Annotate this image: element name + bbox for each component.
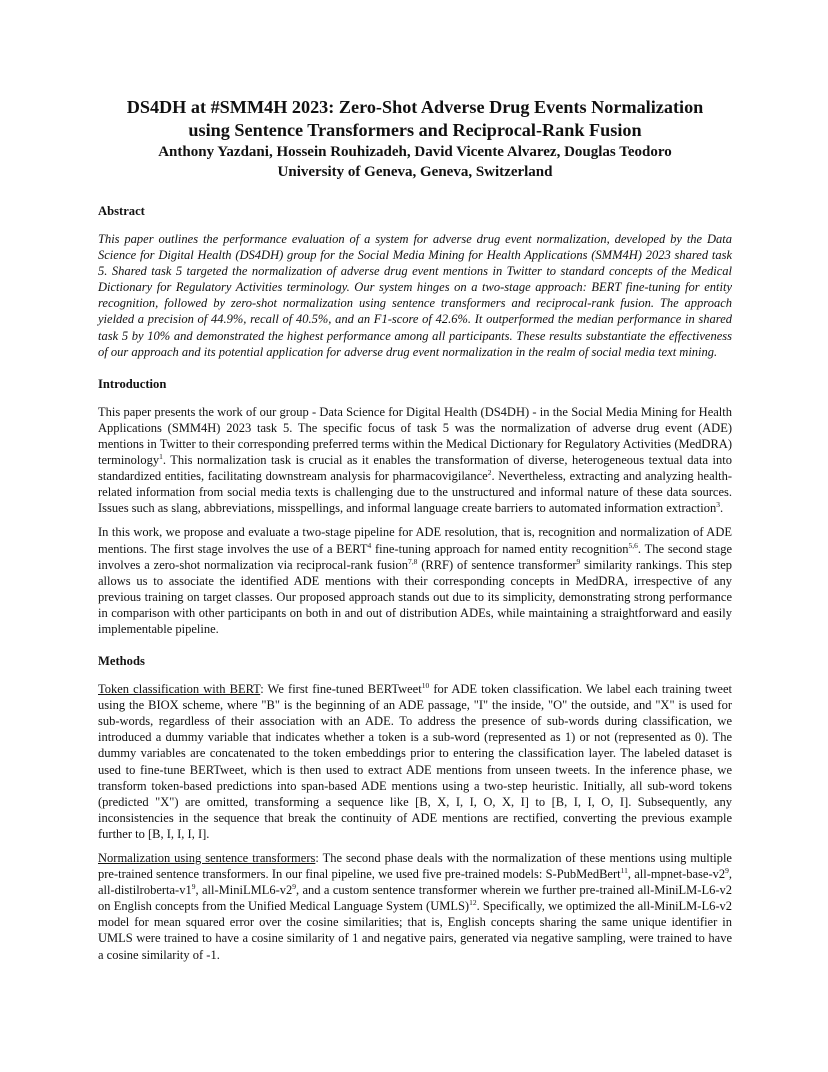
methods-paragraph-2: Normalization using sentence transformers: The second phase deals with the normalization of these mentions using multiple pre-trained sentence transformers. In our final pipeline, we used five pre-trained models: S-PubMedBert$^{11}$, all-$mpnet-base-v2^9$, all-$distilroberta-v1^9$, all-$MiniLML6-v2^9$, and a custom sentence transformer wherein we further pre-trained all-MiniLM-L6-v2 on English concepts from the Unified Medical Language System (UMLS)$^{12}$. Specifically, we optimized the all-MiniLM-L6-v2 model for mean squared error over the cosine similarities; that is, English concepts sharing the same unique identifier in UMLS were trained to have a cosine similarity of 1 and negative pairs, generated via negative sampling, were trained to have a cosine similarity of -1. — [98, 851, 733, 962]
methods-paragraph-1: Token classification with BERT: We first fine-tuned BERTweet$^{10}$ for ADE token classification. We label each training tweet using the BIOX scheme, where "B" is the beginning of an ADE passage, "I" the inside, "O" the outside, and "X" is used for sub-words, regardless of their association with an ADE. To address the presence of sub-words during classification, we introduced a dummy variable that indicates whether a token is a sub-word (represented as 1) or not (represented as 0). The dummy variables are concatenated to the token embeddings prior to entering the classification layer. The labeled dataset is used to fine-tune BERTweet, which is then used to extract ADE mentions from unseen tweets. In the inference phase, we transform token-based predictions into span-based ADE mentions using a two-step heuristic. Initially, all sub-word tokens (predicted "X") are omitted, transforming a sequence like [B, X, I, I, O, X, I] to [B, I, I, O, I]. Subsequently, any inconsistencies in the sequence that break the continuity of ADE mentions are rectified, converting the previous example further to [B, I, I, I, I]. — [98, 680, 732, 841]
citation: 9 — [191, 882, 196, 892]
title-block — [98, 96, 732, 182]
introduction-heading: Introduction — [98, 376, 167, 391]
citation: 5,6 — [628, 540, 638, 550]
citation: 12 — [469, 898, 477, 908]
introduction-paragraph-1: This paper presents the work of our group - Data Science for Digital Health (DS4DH) - in the Social Media Mining for Health Applications (SMM4H) 2023 task 5. The specific focus of task 5 was the normalization of adverse drug event (ADE) mentions in Twitter to their corresponding preferred terms within the Medical Dictionary for Regulatory Activities (MedDRA) terminology$^1$. This normalization task is crucial as it enables the transformation of diverse, heterogeneous textual data into standardized entities, facilitating downstream analysis for pharmacovigilance$^2$. Nevertheless, extracting and analyzing health-related information from social media texts is challenging due to the unstructured and informal nature of these data sources. Issues such as slang, abbreviations, misspellings, and informal language create barriers to automated information extraction$^3$. — [98, 404, 732, 516]
citation: 9 — [292, 882, 296, 892]
citation: 9 — [576, 556, 581, 566]
author-list: Anthony Yazdani, Hossein Rouhizadeh, David Vicente Alvarez, Douglas Teodoro — [158, 144, 672, 160]
citation: 9 — [725, 865, 729, 875]
methods-heading: Methods — [98, 654, 145, 669]
subsection-label: Token classification with BERT — [98, 682, 261, 697]
citation: 3 — [716, 500, 720, 510]
citation: 10 — [421, 680, 430, 690]
introduction-paragraph-2: In this work, we propose and evaluate a two-stage pipeline for ADE resolution, that is, recognition and normalization of ADE mentions. The first stage involves the use of a BERT$^4$ fine-tuning approach for named entity recognition$^{5,6}$. The second stage involves a zero-shot normalization via reciprocal-rank fusion$^{7,8}$ (RRF) of sentence transformer$^9$ similarity rankings. This step allows us to associate the identified ADE mentions with their corresponding concepts in MedDRA, irrespective of any previous training on target classes. Our proposed approach stands out due to its simplicity, demonstrating strong performance in comparison with other participants on both in and out of distribution ADEs, while maintaining a straightforward and easily implementable pipeline. — [98, 525, 732, 636]
abstract-heading: Abstract — [98, 204, 145, 218]
affiliation: University of Geneva, Geneva, Switzerland — [277, 164, 553, 180]
citation: 1 — [159, 451, 163, 461]
paper-page — [98, 96, 732, 963]
abstract-text: This paper outlines the performance evaluation of a system for adverse drug event normalization, developed by the Data Science for Digital Health (DS4DH) group for the Social Media Mining for Health Applications (SMM4H) 2023 shared task 5. Shared task 5 targeted the normalization of adverse drug event mentions in Twitter to standard concepts of the Medical Dictionary for Regulatory Activities terminology. Our system hinges on a two-stage approach: BERT fine-tuning for entity recognition, followed by zero-shot normalization using sentence transformers and reciprocal-rank fusion. The approach yielded a precision of 44.9%, recall of 40.5%, and an F1-score of 42.6%. It outperformed the median performance in shared task 5 by 10% and demonstrated the highest performance among all participants. These results substantiate the effectiveness of our approach and its potential application for adverse drug event normalization in the realm of social media text mining. — [98, 232, 732, 359]
paper-title-line-1: DS4DH at #SMM4H 2023: Zero-Shot Adverse Drug Events Normalization — [126, 97, 704, 117]
citation: 7,8 — [407, 556, 418, 566]
subsection-label: Normalization using sentence transformers — [98, 851, 316, 865]
paper-title-line-2: using Sentence Transformers and Reciprocal-Rank Fusion — [188, 120, 642, 140]
citation: 4 — [367, 540, 372, 550]
citation: 11 — [620, 865, 628, 875]
citation: 2 — [487, 467, 492, 477]
